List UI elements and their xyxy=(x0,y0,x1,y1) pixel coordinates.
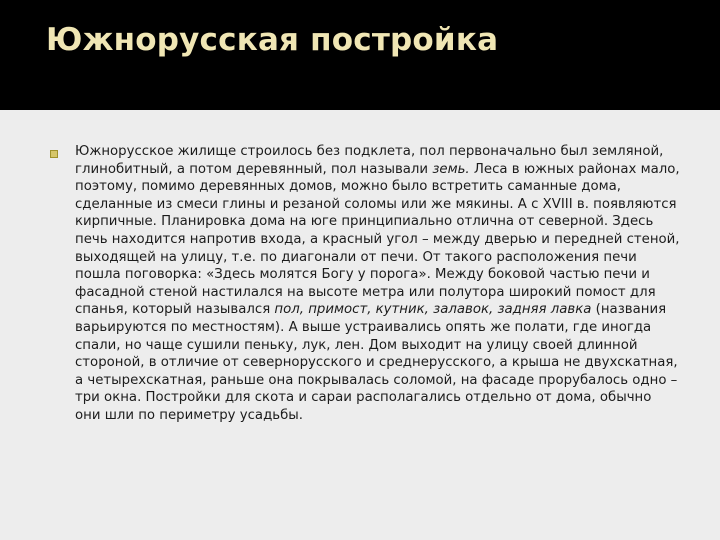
body-text-part-1: Южнорусское жилище строилось без подклета, пол первоначально был земляной, глинобитный, а потом деревянный, пол называли xyxy=(75,144,664,177)
term-zem: земь. xyxy=(432,161,470,177)
term-pol-names: пол, примост, кутник, залавок, задняя лавка xyxy=(274,302,592,318)
body-text xyxy=(75,143,680,425)
body-text-part-2: Леса в южных районах мало, поэтому, помимо деревянных домов, можно было встретить саманные дома, сделанные из смеси глины и резаной соломы или же мякины. А с XVIII в. появляются кирпичные. Планировка дома на юге принципиально отлична от северной. Здесь печь находится напротив входа, а красный угол – между дверью и передней стеной, выходящей на улицу, т.е. по диагонали от печи. От такого расположения печи пошла поговорка: «Здесь молятся Богу у порога». Между боковой частью печи и фасадной стеной настилался на высоте метра или полутора широкий помост для спанья, который назывался xyxy=(75,161,680,318)
slide-title: Южнорусская постройка xyxy=(46,22,499,58)
title-band xyxy=(0,0,720,110)
square-bullet-icon xyxy=(50,150,58,158)
body-text-part-3: (названия варьируются по местностям). А выше устраивались опять же полати, где иногда спали, но чаще сушили пеньку, лук, лен. Дом выходит на улицу своей длинной стороной, в отличие от севернорусского и среднерусского, а крыша не двухскатная, а четырехскатная, раньше она покрывалась соломой, на фасаде прорубалось одно – три окна. Постройки для скота и сараи располагались отдельно от дома, обычно они шли по периметру усадьбы. xyxy=(75,302,678,423)
content-area xyxy=(0,110,720,540)
